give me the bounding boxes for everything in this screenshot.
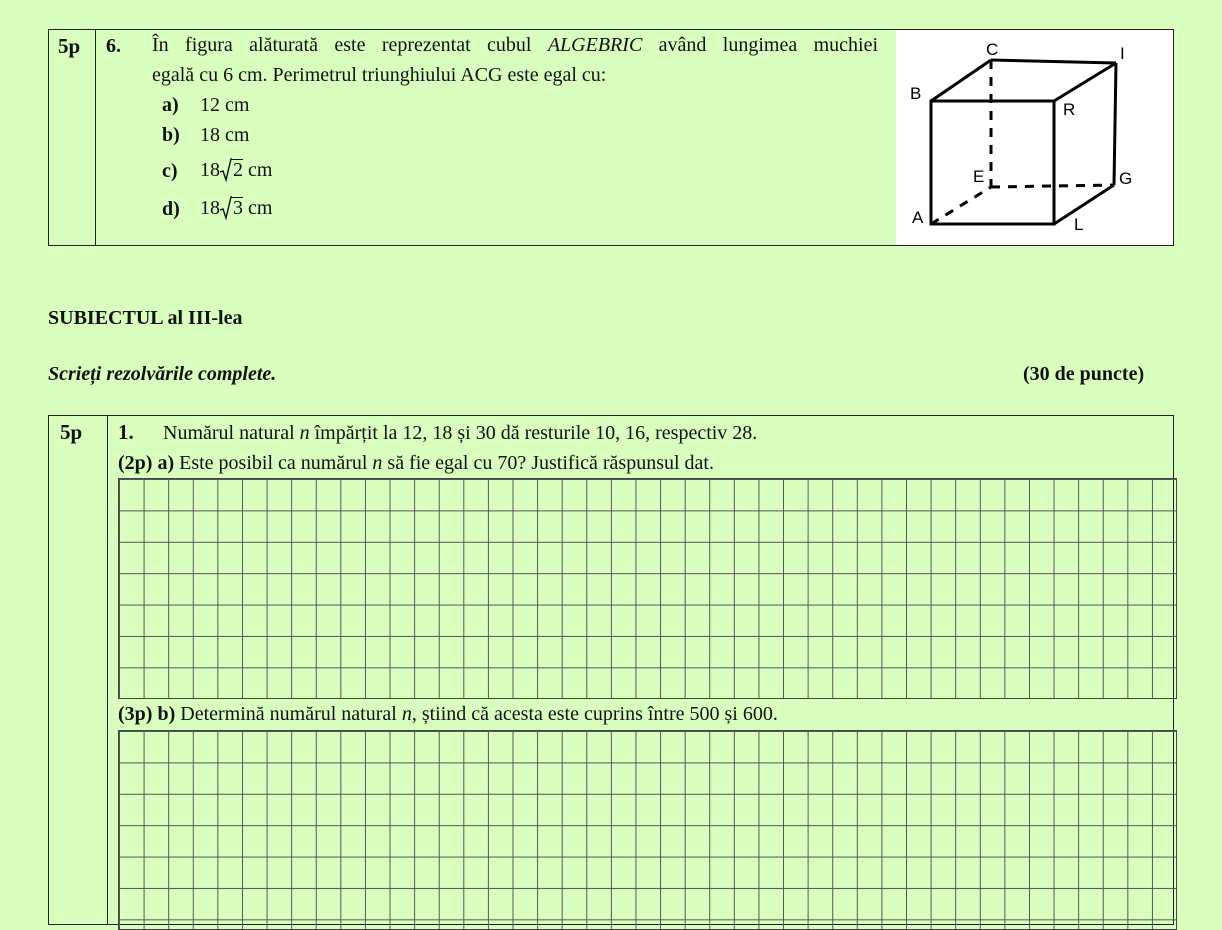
option-b-letter: b) (162, 124, 180, 146)
vertex-label-G: G (1119, 169, 1133, 188)
section-title: SUBIECTUL al III-lea (48, 307, 243, 329)
question-6-points: 5p (58, 34, 81, 58)
question-6-line2: egală cu 6 cm. Perimetrul triunghiului ACG este egal cu: (152, 64, 607, 86)
answer-grid-a[interactable] (118, 478, 1177, 699)
part-b-points: (3p) (118, 703, 153, 725)
part-a-pre: Este posibil ca numărul (179, 452, 368, 474)
vertex-label-A: A (912, 208, 924, 227)
question-1-divider (107, 415, 108, 925)
question-1-stem-post: împărțit la 12, 18 și 30 dă resturile 10, 16, respectiv 28. (314, 422, 758, 444)
part-b-letter: b) (157, 703, 176, 725)
question-1-number: 1. (118, 420, 134, 444)
cube-edge-AE (931, 187, 991, 224)
question-1-points: 5p (60, 420, 83, 444)
option-a-text: 12 cm (200, 94, 250, 116)
part-a-post: să fie egal cu 70? Justifică răspunsul dat. (387, 452, 714, 474)
option-d-letter: d) (162, 198, 180, 220)
vertex-label-I: I (1120, 44, 1125, 63)
cube-edge-BC (931, 60, 991, 101)
option-a-letter: a) (162, 94, 179, 116)
section-instruction: Scrieți rezolvările complete. (48, 363, 277, 385)
vertex-label-C: C (986, 40, 999, 59)
option-d-suffix: cm (243, 197, 273, 219)
variable-n: n (372, 452, 383, 474)
part-a-prompt (118, 451, 714, 475)
variable-n: n (401, 703, 412, 725)
answer-grid-b[interactable] (118, 730, 1177, 930)
question-1-stem (163, 421, 757, 445)
option-b-text: 18 cm (200, 124, 250, 146)
cube-edge-CI (991, 60, 1116, 63)
cube-edge-RI (1054, 63, 1116, 101)
question-1-stem-pre: Numărul natural (163, 422, 295, 444)
option-c-prefix: 18 (200, 159, 220, 181)
question-6-line1-pre: În figura alăturată este reprezentat cubul (152, 34, 532, 56)
option-d-prefix: 18 (200, 197, 220, 219)
question-6-number: 6. (106, 35, 121, 57)
option-d-radicand: 3 (233, 197, 243, 219)
vertex-label-L: L (1074, 215, 1084, 234)
option-c-suffix: cm (243, 159, 273, 181)
part-b-post: , știind că acesta este cuprins între 500 și 600. (411, 703, 778, 725)
part-b-pre: Determină numărul natural (180, 703, 397, 725)
section-points: (30 de puncte) (1023, 363, 1145, 385)
vertex-label-E: E (973, 167, 985, 186)
part-b-prompt (118, 702, 778, 726)
cube-edge-IG (1114, 63, 1116, 185)
variable-n: n (299, 422, 310, 444)
cube-edge-LG (1054, 185, 1114, 224)
vertex-label-B: B (910, 84, 922, 103)
cube-name: ALGEBRIC (547, 34, 643, 56)
vertex-label-R: R (1063, 100, 1076, 119)
option-c-letter: c) (162, 160, 178, 182)
question-6-line1-post: având lungimea muchiei (658, 34, 879, 56)
cube-figure (0, 0, 1222, 260)
part-a-letter: a) (157, 452, 175, 474)
option-c-radicand: 2 (233, 159, 243, 181)
part-a-points: (2p) (118, 452, 153, 474)
